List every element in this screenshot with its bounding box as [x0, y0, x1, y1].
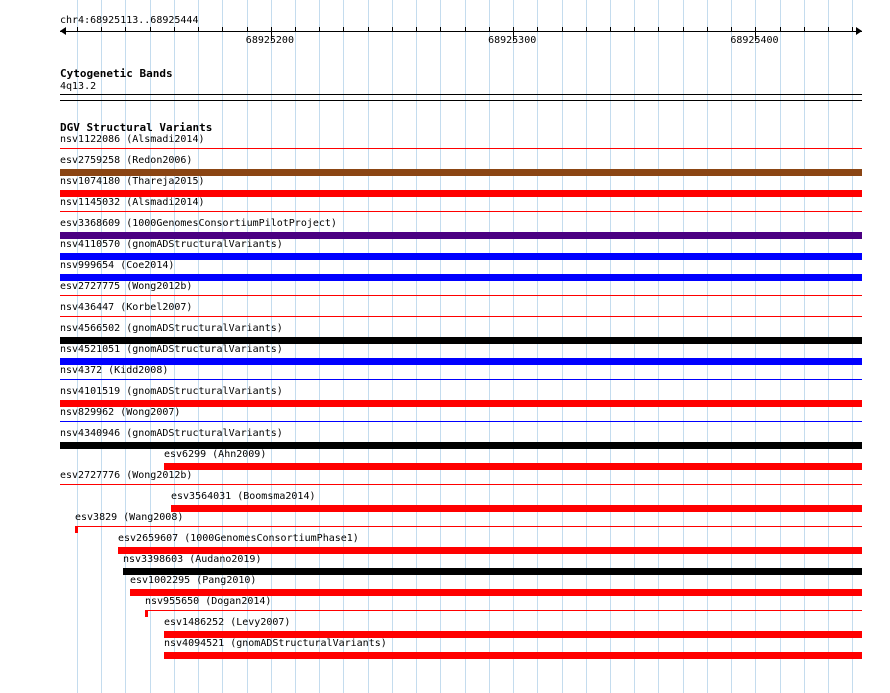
variant-label[interactable]: nsv1074180 (Thareja2015) [60, 176, 205, 187]
track-separator [60, 100, 862, 101]
variant-underline [145, 610, 862, 611]
variant-bar[interactable] [60, 190, 862, 197]
ruler-tick [150, 27, 151, 31]
ruler-tick [343, 27, 344, 31]
variant-label[interactable]: esv2659607 (1000GenomesConsortiumPhase1) [118, 533, 359, 544]
cytoband-label[interactable]: 4q13.2 [60, 81, 97, 92]
ruler-tick [828, 27, 829, 31]
variant-label[interactable]: esv2727775 (Wong2012b) [60, 281, 193, 292]
left-arrow-icon [60, 27, 66, 35]
variant-bar[interactable] [75, 526, 78, 533]
variant-label[interactable]: nsv1122086 (Alsmadi2014) [60, 134, 205, 145]
variant-label[interactable]: esv6299 (Ahn2009) [164, 449, 267, 460]
variant-label[interactable]: nsv4110570 (gnomADStructuralVariants) [60, 239, 283, 250]
ruler-tick [634, 27, 635, 31]
variant-label[interactable]: nsv4521051 (gnomADStructuralVariants) [60, 344, 283, 355]
ruler-tick [658, 27, 659, 31]
variant-bar[interactable] [60, 253, 862, 260]
ruler-tick-label: 68925400 [730, 35, 779, 46]
variant-bar[interactable] [60, 169, 862, 176]
variant-bar[interactable] [118, 547, 862, 554]
variant-bar[interactable] [164, 652, 862, 659]
ruler-tick [392, 27, 393, 31]
location-label: chr4:68925113..68925444 [60, 15, 199, 26]
ruler-tick [586, 27, 587, 31]
ruler-tick [683, 27, 684, 31]
variant-underline [60, 484, 862, 485]
variant-bar[interactable] [164, 631, 862, 638]
variant-label[interactable]: nsv1145032 (Alsmadi2014) [60, 197, 205, 208]
cytoband-track-title[interactable]: Cytogenetic Bands [60, 67, 173, 80]
ruler-tick [174, 27, 175, 31]
ruler-tick [489, 27, 490, 31]
ruler-tick [440, 27, 441, 31]
ruler-tick [295, 27, 296, 31]
variant-label[interactable]: esv1486252 (Levy2007) [164, 617, 291, 628]
ruler-tick [416, 27, 417, 31]
variant-underline [75, 526, 862, 527]
variant-bar[interactable] [60, 400, 862, 407]
ruler-tick [537, 27, 538, 31]
variant-label[interactable]: esv3829 (Wang2008) [75, 512, 184, 523]
variant-bar[interactable] [123, 568, 862, 575]
variant-label[interactable]: nsv4101519 (gnomADStructuralVariants) [60, 386, 283, 397]
variant-label[interactable]: esv2727776 (Wong2012b) [60, 470, 193, 481]
ruler-tick-label: 68925300 [488, 35, 537, 46]
ruler-tick [780, 27, 781, 31]
ruler-tick [222, 27, 223, 31]
variant-bar[interactable] [60, 358, 862, 365]
ruler-axis [60, 31, 862, 32]
variant-bar[interactable] [60, 337, 862, 344]
variant-bar[interactable] [130, 589, 862, 596]
ruler-tick [101, 27, 102, 31]
variant-label[interactable]: esv3368609 (1000GenomesConsortiumPilotProject) [60, 218, 337, 229]
ruler-tick [852, 27, 853, 31]
variant-underline [60, 316, 862, 317]
ruler-tick [319, 27, 320, 31]
variant-label[interactable]: esv3564031 (Boomsma2014) [171, 491, 316, 502]
variant-underline [60, 148, 862, 149]
variant-underline [60, 379, 862, 380]
ruler-tick [610, 27, 611, 31]
variant-bar[interactable] [145, 610, 148, 617]
variant-bar[interactable] [60, 274, 862, 281]
ruler-tick [77, 27, 78, 31]
variant-label[interactable]: nsv436447 (Korbel2007) [60, 302, 193, 313]
ruler-tick [562, 27, 563, 31]
variant-label[interactable]: esv2759258 (Redon2006) [60, 155, 193, 166]
variant-bar[interactable] [164, 463, 862, 470]
variant-label[interactable]: nsv829962 (Wong2007) [60, 407, 181, 418]
variant-label[interactable]: esv1002295 (Pang2010) [130, 575, 257, 586]
variant-label[interactable]: nsv999654 (Coe2014) [60, 260, 175, 271]
variant-underline [60, 295, 862, 296]
ruler-tick [731, 27, 732, 31]
cytoband-band-line[interactable] [60, 94, 862, 95]
variant-bar[interactable] [60, 232, 862, 239]
ruler-tick [368, 27, 369, 31]
ruler-tick [804, 27, 805, 31]
variant-underline [60, 211, 862, 212]
variant-label[interactable]: nsv4340946 (gnomADStructuralVariants) [60, 428, 283, 439]
ruler-tick [465, 27, 466, 31]
right-arrow-icon [856, 27, 862, 35]
variant-bar[interactable] [171, 505, 862, 512]
variant-underline [60, 421, 862, 422]
ruler-tick-label: 68925200 [245, 35, 294, 46]
variant-label[interactable]: nsv4372 (Kidd2008) [60, 365, 169, 376]
ruler-tick [707, 27, 708, 31]
dgv-track-title[interactable]: DGV Structural Variants [60, 121, 213, 134]
variant-bar[interactable] [60, 442, 862, 449]
variant-label[interactable]: nsv4566502 (gnomADStructuralVariants) [60, 323, 283, 334]
variant-label[interactable]: nsv3398603 (Audano2019) [123, 554, 262, 565]
variant-label[interactable]: nsv4094521 (gnomADStructuralVariants) [164, 638, 387, 649]
variant-label[interactable]: nsv955650 (Dogan2014) [145, 596, 272, 607]
ruler-tick [198, 27, 199, 31]
ruler-tick [247, 27, 248, 31]
ruler-tick [125, 27, 126, 31]
